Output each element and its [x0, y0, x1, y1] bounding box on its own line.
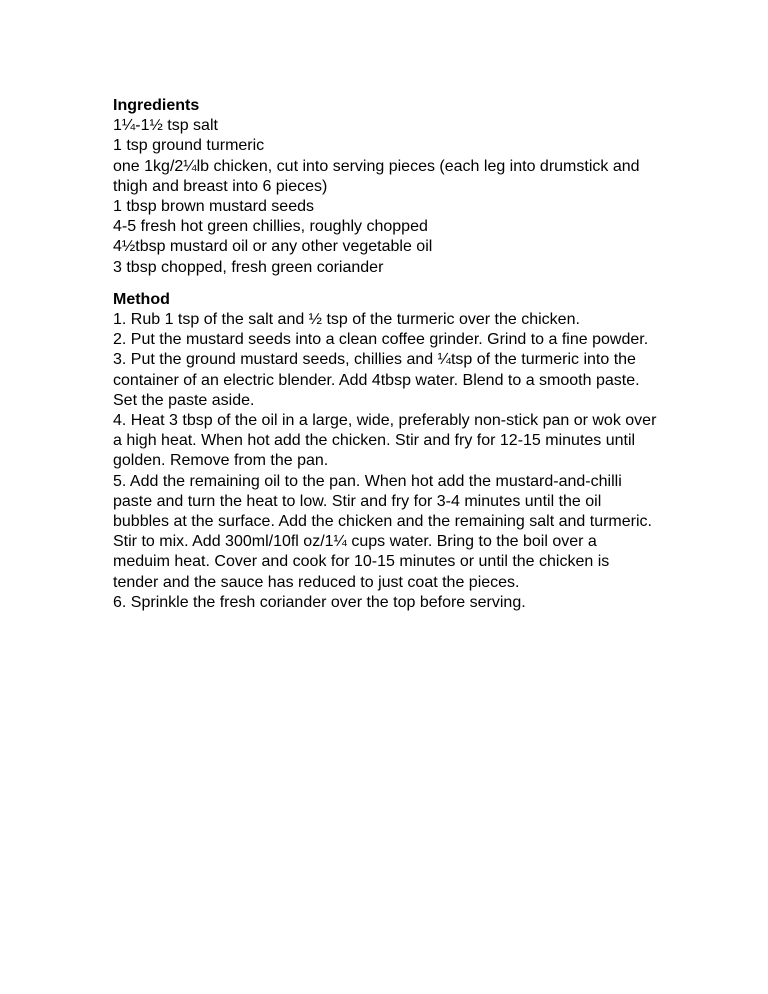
- ingredients-list: [113, 116, 658, 278]
- ingredients-heading: Ingredients: [113, 97, 200, 114]
- method-step: 5. Add the remaining oil to the pan. When hot add the mustard-and-chilli paste and turn the heat to low. Stir and fry for 3-4 minutes until the oil bubbles at the surface. Add the chicken and the remaining salt and turmeric. Stir to mix. Add 300ml/10fl oz/1¼ cups water. Bring to the boil over a meduim heat. Cover and cook for 10-15 minutes or until the chicken is tender and the sauce has reduced to just coat the pieces.: [113, 472, 652, 591]
- ingredient-item: one 1kg/2¼lb chicken, cut into serving pieces (each leg into drumstick and thigh and breast into 6 pieces): [113, 157, 640, 195]
- method-step: 6. Sprinkle the fresh coriander over the top before serving.: [113, 593, 526, 611]
- method-step: 2. Put the mustard seeds into a clean coffee grinder. Grind to a fine powder.: [113, 331, 649, 349]
- ingredient-item: 1 tbsp brown mustard seeds: [113, 198, 314, 216]
- method-step: 3. Put the ground mustard seeds, chillies and ¼tsp of the turmeric into the container of an electric blender. Add 4tbsp water. Blend to a smooth paste. Set the paste aside.: [113, 351, 640, 409]
- ingredients-section: [113, 96, 658, 278]
- ingredient-item: 4-5 fresh hot green chillies, roughly chopped: [113, 218, 428, 236]
- method-steps: [113, 310, 658, 613]
- ingredient-item: 1 tsp ground turmeric: [113, 137, 265, 155]
- ingredient-item: 4½tbsp mustard oil or any other vegetable oil: [113, 238, 433, 256]
- method-heading: Method: [113, 290, 170, 308]
- section-spacer: [113, 278, 658, 290]
- method-step: 4. Heat 3 tbsp of the oil in a large, wide, preferably non-stick pan or wok over a high heat. When hot add the chicken. Stir and fry for 12-15 minutes until golden. Remove from the pan.: [113, 412, 657, 470]
- method-section: [113, 290, 658, 613]
- ingredient-item: 1¼-1½ tsp salt: [113, 117, 218, 135]
- recipe-document: [113, 96, 658, 613]
- ingredient-item: 3 tbsp chopped, fresh green coriander: [113, 258, 384, 276]
- method-step: 1. Rub 1 tsp of the salt and ½ tsp of the turmeric over the chicken.: [113, 311, 580, 329]
